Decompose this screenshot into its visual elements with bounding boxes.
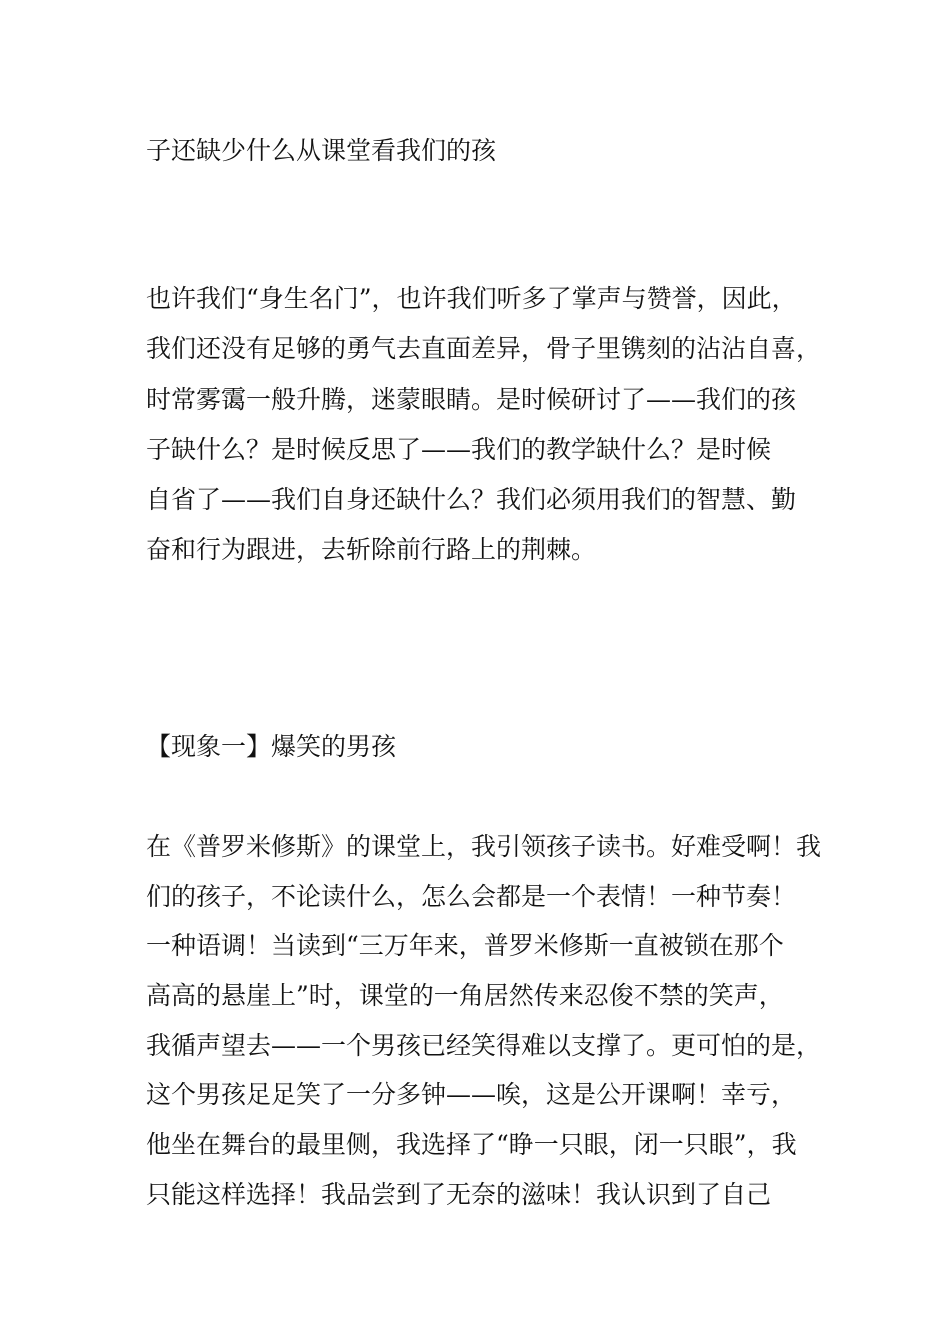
paragraph-line: 我循声望去——一个男孩已经笑得难以支撑了。更可怕的是，	[146, 1030, 822, 1060]
paragraph-line: 子缺什么？是时候反思了——我们的教学缺什么？是时候	[146, 434, 772, 464]
paragraph-line: 们的孩子，不论读什么，怎么会都是一个表情！一种节奏！	[146, 881, 797, 911]
paragraph-line: 也许我们“身生名门”，也许我们听多了掌声与赞誉，因此，	[146, 284, 797, 313]
paragraph-intro	[146, 274, 836, 576]
paragraph-line: 时常雾霭一般升腾，迷蒙眼睛。是时候研讨了——我们的孩	[146, 384, 797, 414]
paragraph-phenomenon-one	[146, 822, 836, 1220]
paragraph-line: 这个男孩足足笑了一分多钟——唉，这是公开课啊！幸亏，	[146, 1080, 797, 1110]
paragraph-line: 一种语调！当读到“三万年来，普罗米修斯一直被锁在那个	[146, 931, 784, 961]
paragraph-line: 奋和行为跟进，去斩除前行路上的荆棘。	[146, 535, 597, 565]
paragraph-line: 自省了——我们自身还缺什么？我们必须用我们的智慧、勤	[146, 485, 797, 515]
paragraph-line: 我们还没有足够的勇气去直面差异，骨子里镌刻的沾沾自喜，	[146, 334, 822, 364]
title-line	[146, 126, 836, 176]
paragraph-line: 在《普罗米修斯》的课堂上，我引领孩子读书。好难受啊！我	[146, 832, 822, 861]
title-text: 子还缺少什么从课堂看我们的孩	[146, 136, 497, 165]
paragraph-line: 高高的悬崖上”时，课堂的一角居然传来忍俊不禁的笑声，	[146, 981, 784, 1011]
section-heading	[146, 722, 836, 772]
section-heading-text: 【现象一】爆笑的男孩	[146, 732, 397, 761]
paragraph-line: 只能这样选择！我品尝到了无奈的滋味！我认识到了自己	[146, 1179, 772, 1209]
paragraph-line: 他坐在舞台的最里侧，我选择了“睁一只眼，闭一只眼”，我	[146, 1130, 797, 1160]
